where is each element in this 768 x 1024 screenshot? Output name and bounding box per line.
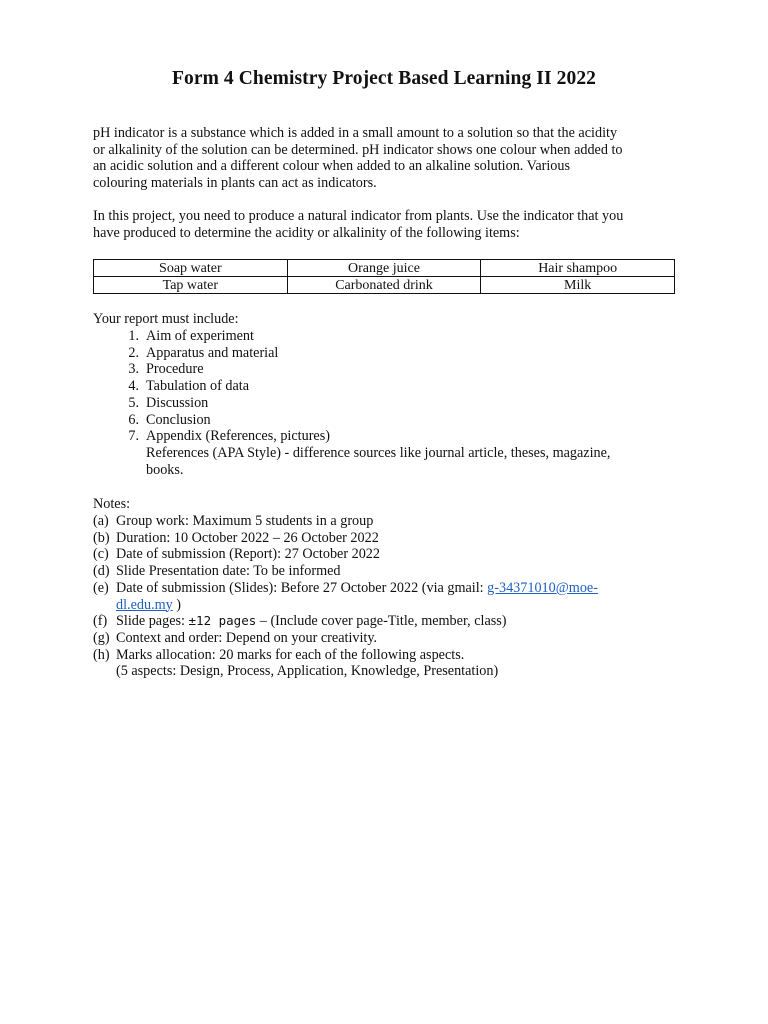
- list-number: 1.: [128, 328, 139, 344]
- page-title: Form 4 Chemistry Project Based Learning II 2022: [171, 68, 597, 89]
- note-text: [116, 580, 683, 597]
- list-item: [93, 395, 683, 412]
- intro-line: In this project, you need to produce a natural indicator from plants. Use the indicator that you: [93, 208, 624, 224]
- list-item: [93, 378, 683, 395]
- list-text: Procedure: [146, 361, 204, 378]
- note-label: (f): [93, 613, 108, 630]
- references-line: books.: [146, 461, 184, 478]
- notes-list: [93, 513, 683, 680]
- table-row: [94, 277, 675, 294]
- list-item: [93, 412, 683, 429]
- list-number: 3.: [128, 361, 139, 378]
- note-text: Marks allocation: 20 marks for each of the following aspects.: [116, 646, 465, 663]
- intro-line: colouring materials in plants can act as indicators.: [93, 175, 377, 192]
- list-number: 5.: [128, 394, 139, 411]
- slide-pages-count: ±12 pages: [188, 613, 257, 629]
- table-cell: Milk: [481, 277, 675, 294]
- intro-line: or alkalinity of the solution can be determined. pH indicator shows one colour when added to: [93, 141, 623, 158]
- email-link[interactable]: g-34371010@moe-: [487, 579, 598, 596]
- note-item: [93, 580, 683, 597]
- references-line: References (APA Style) - difference sources like journal article, theses, magazine,: [146, 444, 611, 461]
- list-text: Appendix (References, pictures): [146, 428, 330, 445]
- list-text: Conclusion: [146, 411, 211, 428]
- note-text-body: Date of submission (Slides): Before 27 October 2022 (via gmail:: [116, 579, 488, 596]
- list-item: [93, 345, 683, 362]
- list-item: [93, 361, 683, 378]
- list-number: 2.: [128, 344, 139, 361]
- note-label: (c): [93, 546, 109, 563]
- note-label: (a): [93, 513, 109, 529]
- note-text: Slide Presentation date: To be informed: [116, 563, 341, 580]
- intro-paragraph-2: [93, 208, 683, 241]
- note-item: [93, 513, 683, 530]
- list-text: Aim of experiment: [146, 328, 254, 344]
- note-text-body: Slide pages:: [116, 613, 189, 630]
- table-row: [94, 260, 675, 277]
- intro-paragraph-1: [93, 125, 683, 192]
- table-cell: Carbonated drink: [287, 277, 481, 294]
- note-label: (b): [93, 529, 110, 546]
- note-item: [93, 530, 683, 547]
- note-label: (g): [93, 629, 110, 646]
- note-item: [93, 630, 683, 647]
- note-text: Context and order: Depend on your creativity.: [116, 629, 378, 646]
- intro-line: pH indicator is a substance which is added in a small amount to a solution so that the acidity: [93, 125, 618, 141]
- slide-pages-rest: – (Include cover page-Title, member, class): [256, 613, 507, 630]
- list-text: Discussion: [146, 394, 209, 411]
- note-text: Group work: Maximum 5 students in a group: [116, 513, 374, 529]
- list-item: [93, 428, 683, 445]
- list-number: 4.: [128, 378, 139, 395]
- list-number: 7.: [128, 428, 139, 445]
- note-label: (e): [93, 579, 109, 596]
- list-text: Apparatus and material: [146, 344, 279, 361]
- intro-line: an acidic solution and a different colour when added to an alkaline solution. Various: [93, 158, 570, 175]
- table-cell: Tap water: [94, 277, 288, 294]
- email-link-continued[interactable]: dl.edu.my: [116, 596, 173, 613]
- email-close: ): [172, 596, 182, 613]
- note-text: Date of submission (Report): 27 October 2022: [116, 546, 380, 563]
- aspects-line: (5 aspects: Design, Process, Application, Knowledge, Presentation): [116, 663, 499, 680]
- references-note: [93, 445, 666, 478]
- list-number: 6.: [128, 411, 139, 428]
- note-continuation: [93, 597, 683, 614]
- note-text: [116, 613, 683, 630]
- table-cell: Orange juice: [287, 260, 481, 277]
- note-item: [93, 647, 683, 664]
- items-table: [93, 259, 675, 294]
- note-label: (h): [93, 646, 110, 663]
- list-text: Tabulation of data: [146, 378, 250, 395]
- note-text: Duration: 10 October 2022 – 26 October 2022: [116, 529, 379, 546]
- report-requirements-list: [93, 328, 683, 478]
- table-cell: Hair shampoo: [481, 260, 675, 277]
- note-item: [93, 613, 683, 630]
- table-cell: Soap water: [94, 260, 288, 277]
- intro-line: have produced to determine the acidity or alkalinity of the following items:: [93, 224, 520, 241]
- note-item: [93, 563, 683, 580]
- list-item: [93, 328, 683, 345]
- note-item: [93, 546, 683, 563]
- report-intro: Your report must include:: [93, 311, 239, 327]
- notes-heading: Notes:: [93, 496, 131, 512]
- note-label: (d): [93, 563, 110, 580]
